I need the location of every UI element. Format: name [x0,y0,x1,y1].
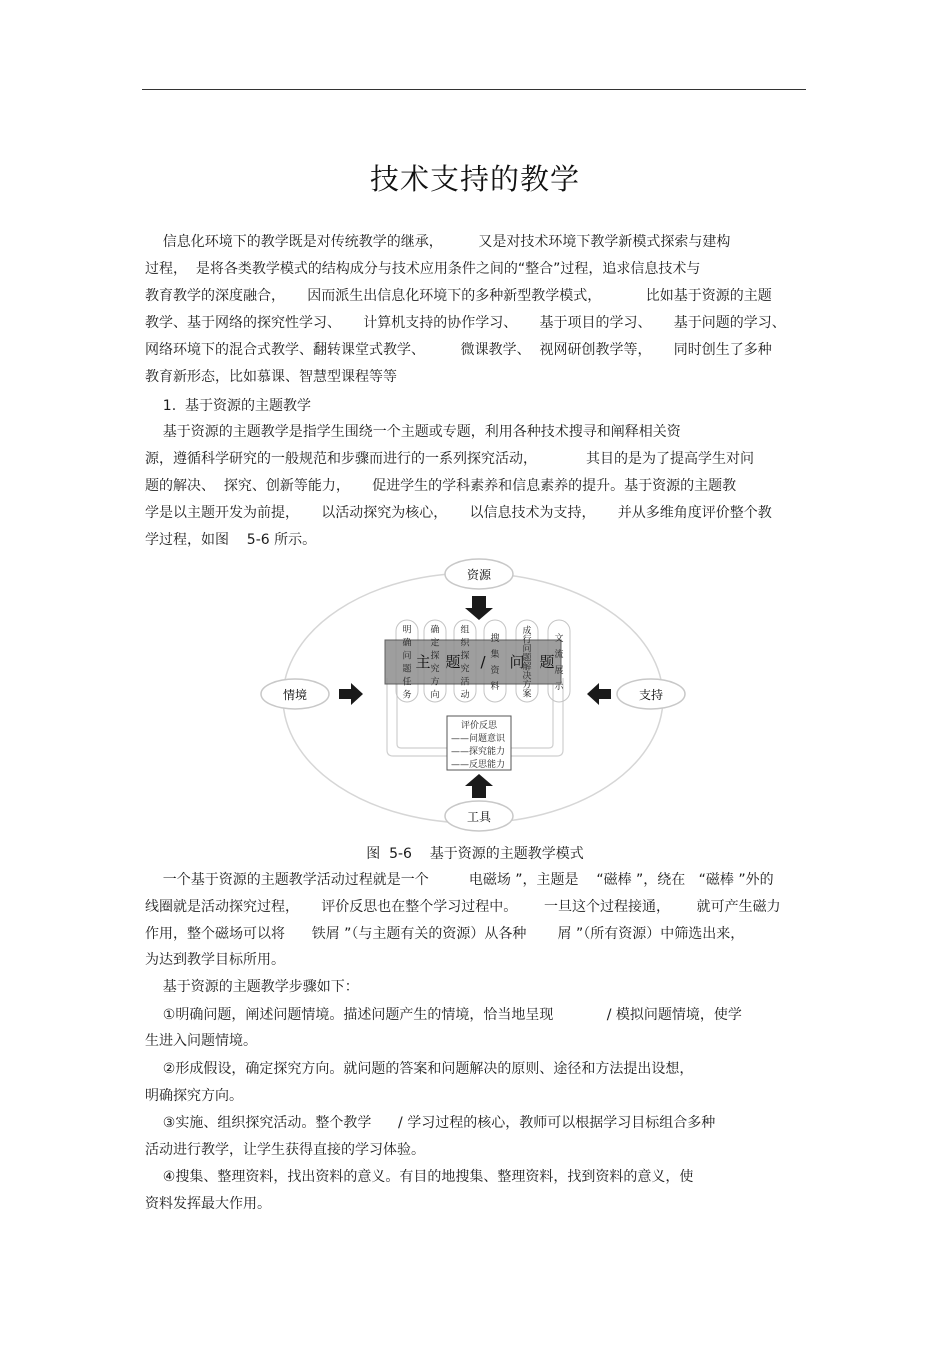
body-line: 明确探究方向。 [145,1088,243,1104]
activity-char: 组 [460,625,470,636]
activity-char: 方 [522,680,532,691]
activity-char: 究 [430,664,440,675]
paragraph-line: 信息化环境下的教学既是对传统教学的继承， 又是对技术环境下教学新模式探索与建构 [145,234,731,250]
body-line: 资料发挥最大作用。 [145,1196,271,1212]
node-right-label: 支持 [638,688,664,702]
paragraph-line: 过程， 是将各类教学模式的结构成分与技术应用条件之间的“整合”过程，追求信息技术与 [145,261,701,277]
activity-char: 成 [522,626,532,637]
header-rule [142,89,806,90]
paragraph-line: 基于资源的主题教学是指学生围绕一个主题或专题，利用各种技术搜寻和阐释相关资 [145,424,681,440]
activity-char: 问 [402,651,412,662]
activity-char: 明 [402,625,412,636]
activity-char: 题 [522,653,532,664]
center-bar-char: / [480,653,486,671]
theme-teaching-diagram [255,558,695,838]
activity-char: 确 [430,625,440,636]
activity-char: 文 [554,634,564,644]
paragraph-line: 学是以主题开发为前提， 以活动探究为核心， 以信息技术为支持， 并从多维角度评价整个教 [145,505,772,521]
arrow-down-icon [465,596,493,620]
activity-char: 集 [490,650,500,660]
activity-char: 动 [460,690,470,701]
node-top-label: 资源 [466,568,492,582]
node-left-label: 情境 [282,688,308,702]
paragraph-line: 教育新形态，比如慕课、智慧型课程等等 [145,369,397,385]
body-line: 一个基于资源的主题教学活动过程就是一个 电磁场 ”，主题是 “磁棒 ”，绕在 “磁棒 ”外的 [145,872,774,888]
center-bar-char: 问 [509,653,525,671]
center-bar-char: 主 [415,653,431,671]
activity-char: 题 [402,664,412,675]
activity-char: 流 [554,650,564,660]
paragraph-line: 源，遵循科学研究的一般规范和步骤而进行的一系列探究活动， 其目的是为了提高学生对问 [145,451,754,467]
center-bar-char: 题 [445,653,461,671]
paragraph-line: 1. 基于资源的主题教学 [145,398,312,414]
activity-char: 务 [402,690,412,701]
activity-char: 示 [554,682,564,692]
body-line: 生进入问题情境。 [145,1033,257,1049]
evaluation-line: ——反思能力 [451,760,506,770]
evaluation-line: ——探究能力 [451,747,506,757]
activity-char: 究 [460,664,470,675]
activity-char: 探 [460,651,470,662]
activity-char: 织 [460,638,470,649]
activity-char: 搜 [490,634,500,644]
arrow-up-icon [465,774,493,798]
activity-char: 解 [522,662,532,673]
paragraph-line: 教育教学的深度融合， 因而派生出信息化环境下的多种新型教学模式， 比如基于资源的主题 [145,288,772,304]
body-line: 基于资源的主题教学步骤如下： [145,979,359,995]
body-line: ②形成假设，确定探究方向。就问题的答案和问题解决的原则、途径和方法提出设想， [145,1061,694,1077]
center-bar-char: 题 [539,653,555,671]
activity-char: 探 [430,651,440,662]
activity-char: 问 [522,644,532,655]
activity-char: 决 [522,671,532,682]
activity-char: 向 [430,690,440,701]
activity-char: 资 [490,666,500,676]
evaluation-line: ——问题意识 [451,734,506,744]
evaluation-line: 评价反思 [461,721,498,731]
paragraph-line: 学过程，如图 5-6 所示。 [145,532,317,548]
arrow-left-icon [587,683,611,705]
figure-caption: 图 5-6 基于资源的主题教学模式 [366,846,584,862]
paragraph-line: 题的解决、 探究、创新等能力， 促进学生的学科素养和信息素养的提升。基于资源的主题教 [145,478,737,494]
activity-char: 任 [402,677,412,688]
body-line: ①明确问题，阐述问题情境。描述问题产生的情境，恰当地呈现 / 模拟问题情境，使学 [145,1007,742,1023]
activity-char: 定 [430,638,440,649]
body-line: 线圈就是活动探究过程， 评价反思也在整个学习过程中。 一旦这个过程接通， 就可产生磁力 [145,899,781,915]
paragraph-line: 网络环境下的混合式教学、翻转课堂式教学、 微课教学、 视网研创教学等， 同时创生了多种 [145,342,772,358]
body-line: 为达到教学目标所用。 [145,952,285,968]
arrow-right-icon [339,683,363,705]
body-line: 作用，整个磁场可以将 铁屑 ”（与主题有关的资源）从各种 屑 ”（所有资源）中筛选出来， [145,926,745,942]
body-line: ③实施、组织探究活动。整个教学 / 学习过程的核心，教师可以根据学习目标组合多种 [145,1115,716,1131]
activity-char: 方 [430,677,440,688]
page-title: 技术支持的教学 [369,162,580,196]
activity-char: 活 [460,677,470,688]
activity-char: 行 [522,635,532,646]
node-bottom-label: 工具 [466,810,492,824]
body-line: 活动进行教学，让学生获得直接的学习体验。 [145,1142,425,1158]
activity-char: 案 [522,689,532,700]
activity-char: 展 [554,666,564,676]
body-line: ④搜集、整理资料，找出资料的意义。有目的地搜集、整理资料，找到资料的意义，使 [145,1169,694,1185]
activity-char: 料 [490,682,500,692]
paragraph-line: 教学、基于网络的探究性学习、 计算机支持的协作学习、 基于项目的学习、 基于问题的学习、 [145,315,786,331]
activity-char: 确 [402,638,412,649]
